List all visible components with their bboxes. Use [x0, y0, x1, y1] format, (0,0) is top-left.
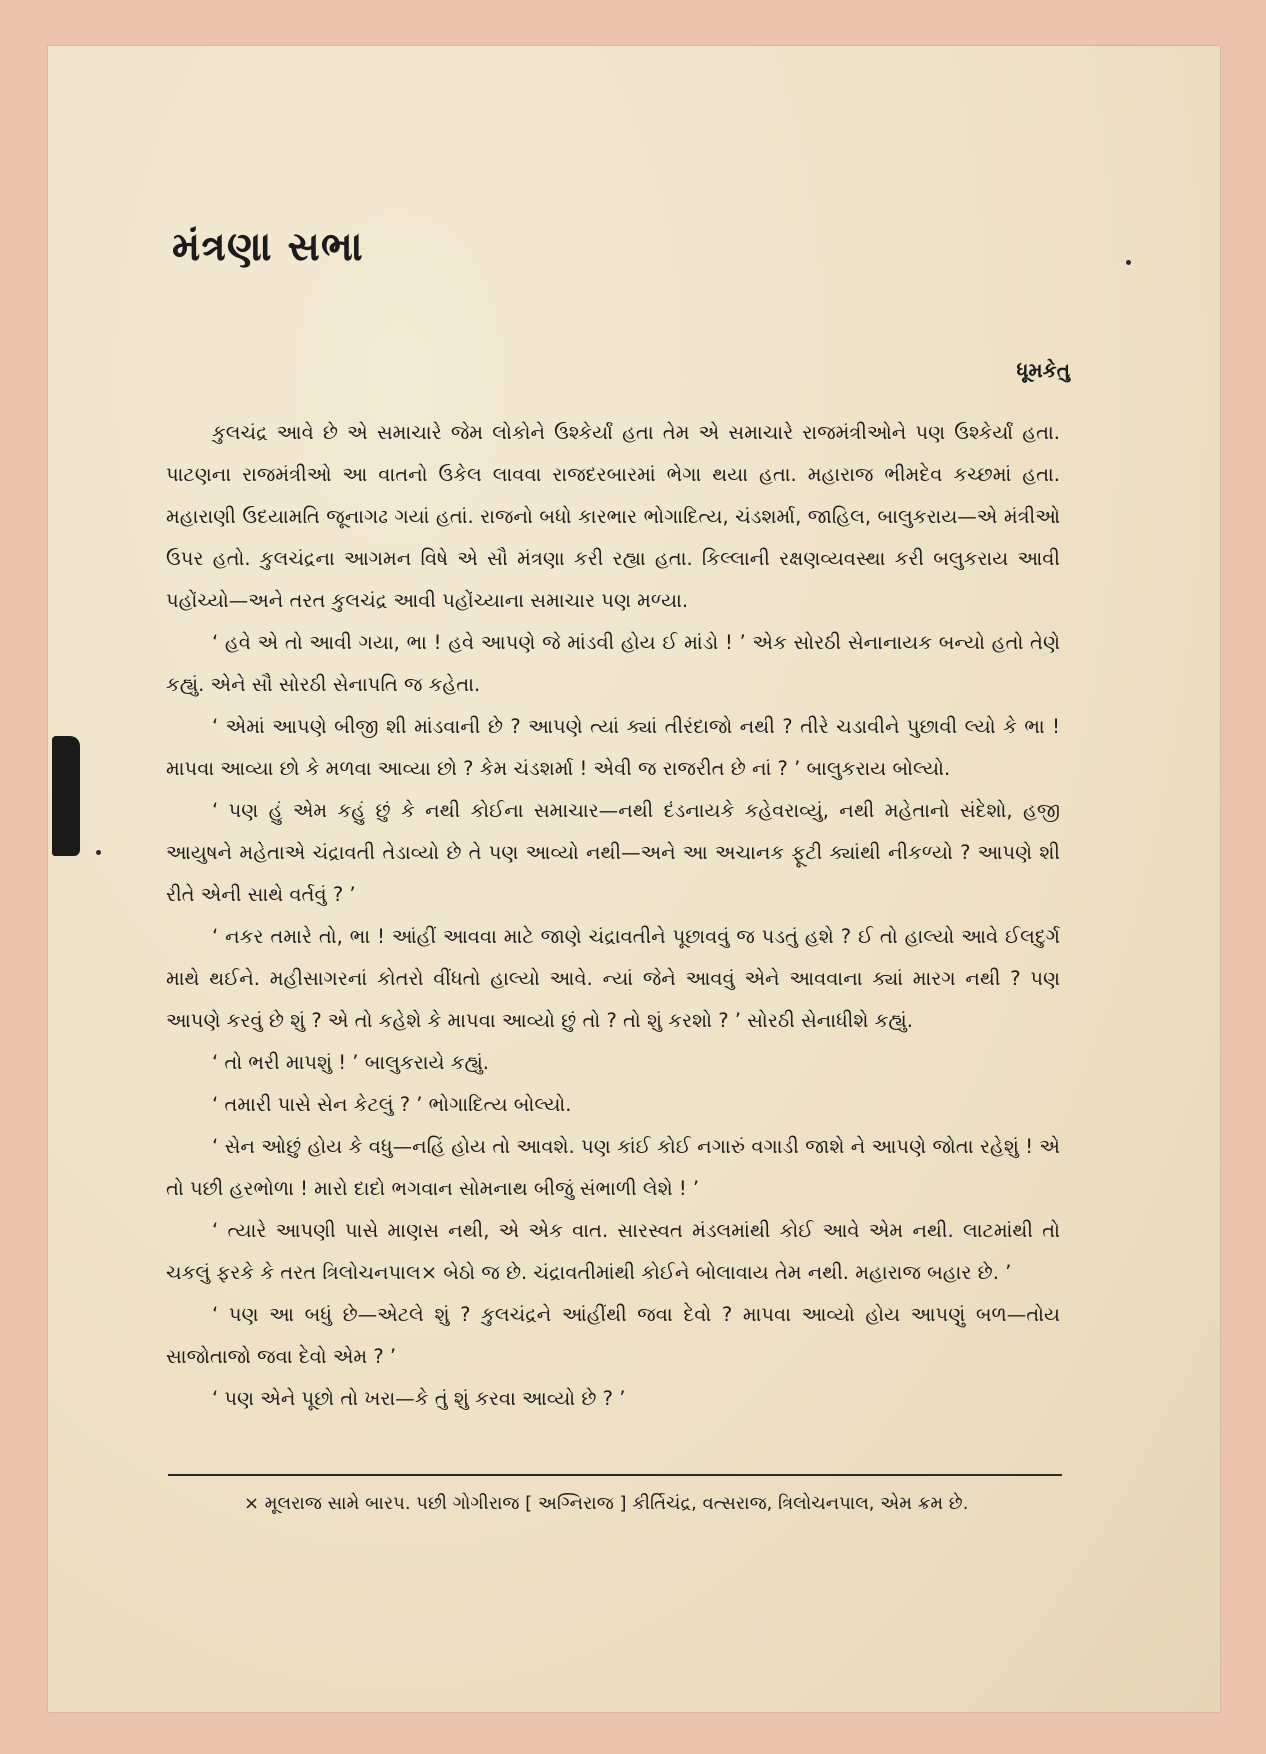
- paragraph: ‘ એમાં આપણે બીજી શી માંડવાની છે ? આપણે ત્યાં ક્યાં તીરંદાજો નથી ? તીરે ચડાવીને પુછાવી લ્યો કે ભા ! માપવા આવ્યા છો કે મળવા આવ્યા છો ? કેમ ચંડશર્મા ! એવી જ રાજરીત છે નાં ? ’ બાલુકરાય બોલ્યો.: [166, 715, 1060, 780]
- paper-speck: [1126, 260, 1131, 265]
- paragraph: ‘ નકર તમારે તો, ભા ! આંહીં આવવા માટે જાણે ચંદ્રાવતીને પૂછાવવું જ પડતું હશે ? ઈ તો હાલ્યો આવે ઈલદુર્ગ માથે થઈને. મહીસાગરનાં કોતરો વીંધતો હાલ્યો આવે. ન્યાં જેને આવવું એને આવવાના ક્યાં મારગ નથી ? પણ આપણે કરવું છે શું ? એ તો કહેશે કે માપવા આવ્યો છું તો ? તો શું કરશો ? ’ સોરઠી સેનાધીશે કહ્યું.: [166, 925, 1060, 1032]
- chapter-title: મંત્રણા સભા: [172, 224, 364, 270]
- author-name: ધૂમકેતુ: [1016, 358, 1070, 382]
- book-page: [48, 46, 1220, 1712]
- ink-stain: [52, 736, 80, 856]
- footnote: × મૂલરાજ સામે બારપ. પછી ગોગીરાજ [ અગ્નિરાજ ] કીર્તિચંદ્ર, વત્સરાજ, ત્રિલોચનપાલ, એમ ક્રમ છે.: [244, 1493, 969, 1514]
- paper-speck: [96, 850, 101, 855]
- footnote-divider: [168, 1474, 1062, 1476]
- paragraph: ‘ તમારી પાસે સેન કેટલું ? ’ ભોગાદિત્ય બોલ્યો.: [212, 1093, 572, 1116]
- paragraph: ‘ હવે એ તો આવી ગયા, ભા ! હવે આપણે જે માંડવી હોય ઈ માંડો ! ’ એક સોરઠી સેનાનાયક બન્યો હતો તેણે કહ્યું. એને સૌ સોરઠી સેનાપતિ જ કહેતા.: [166, 631, 1060, 696]
- paragraph: ‘ પણ આ બધું છે—એટલે શું ? કુલચંદ્રને આંહીંથી જવા દેવો ? માપવા આવ્યો હોય આપણું બળ—તોય સાજોતાજો જવા દેવો એમ ? ’: [166, 1303, 1060, 1368]
- paragraph: ‘ સેન ઓછું હોય કે વધુ—નહિં હોય તો આવશે. પણ કાંઈ કોઈ નગારું વગાડી જાશે ને આપણે જોતા રહેશું ! એ તો પછી હરભોળા ! મારો દાદો ભગવાન સોમનાથ બીજું સંભાળી લેશે ! ’: [166, 1135, 1060, 1200]
- paragraph: ‘ પણ એને પૂછો તો ખરા—કે તું શું કરવા આવ્યો છે ? ’: [212, 1387, 626, 1410]
- paragraph: કુલચંદ્ર આવે છે એ સમાચારે જેમ લોકોને ઉશ્કેર્યાં હતા તેમ એ સમાચારે રાજમંત્રીઓને પણ ઉશ્કેર્યાં હતા. પાટણના રાજમંત્રીઓ આ વાતનો ઉકેલ લાવવા રાજદરબારમાં ભેગા થયા હતા. મહારાજ ભીમદેવ કચ્છમાં હતા. મહારાણી ઉદયામતિ જૂનાગઢ ગયાં હતાં. રાજનો બધો કારભાર ભોગાદિત્ય, ચંડશર્મા, જાહિલ, બાલુકરાય—એ મંત્રીઓ ઉપર હતો. કુલચંદ્રના આગમન વિષે એ સૌ મંત્રણા કરી રહ્યા હતા. કિલ્લાની રક્ષણવ્યવસ્થા કરી બલુકરાય આવી પહોંચ્યો—અને તરત કુલચંદ્ર આવી પહોંચ્યાના સમાચાર પણ મળ્યા.: [166, 421, 1060, 612]
- paragraph: ‘ પણ હું એમ કહું છું કે નથી કોઈના સમાચાર—નથી દંડનાયકે કહેવરાવ્યું, નથી મહેતાનો સંદેશો, હજી આયુષને મહેતાએ ચંદ્રાવતી તેડાવ્યો છે તે પણ આવ્યો નથી—અને આ અચાનક ફૂટી ક્યાંથી નીકળ્યો ? આપણે શી રીતે એની સાથે વર્તવું ? ’: [166, 799, 1060, 906]
- paragraph: ‘ તો ભરી માપશું ! ’ બાલુકરાયે કહ્યું.: [212, 1051, 489, 1074]
- chapter-body: [166, 412, 1060, 1420]
- paragraph: ‘ ત્યારે આપણી પાસે માણસ નથી, એ એક વાત. સારસ્વત મંડલમાંથી કોઈ આવે એમ નથી. લાટમાંથી તો ચકલું ફરકે કે તરત ત્રિલોચનપાલ× બેઠો જ છે. ચંદ્રાવતીમાંથી કોઈને બોલાવાય તેમ નથી. મહારાજ બહાર છે. ’: [166, 1219, 1060, 1284]
